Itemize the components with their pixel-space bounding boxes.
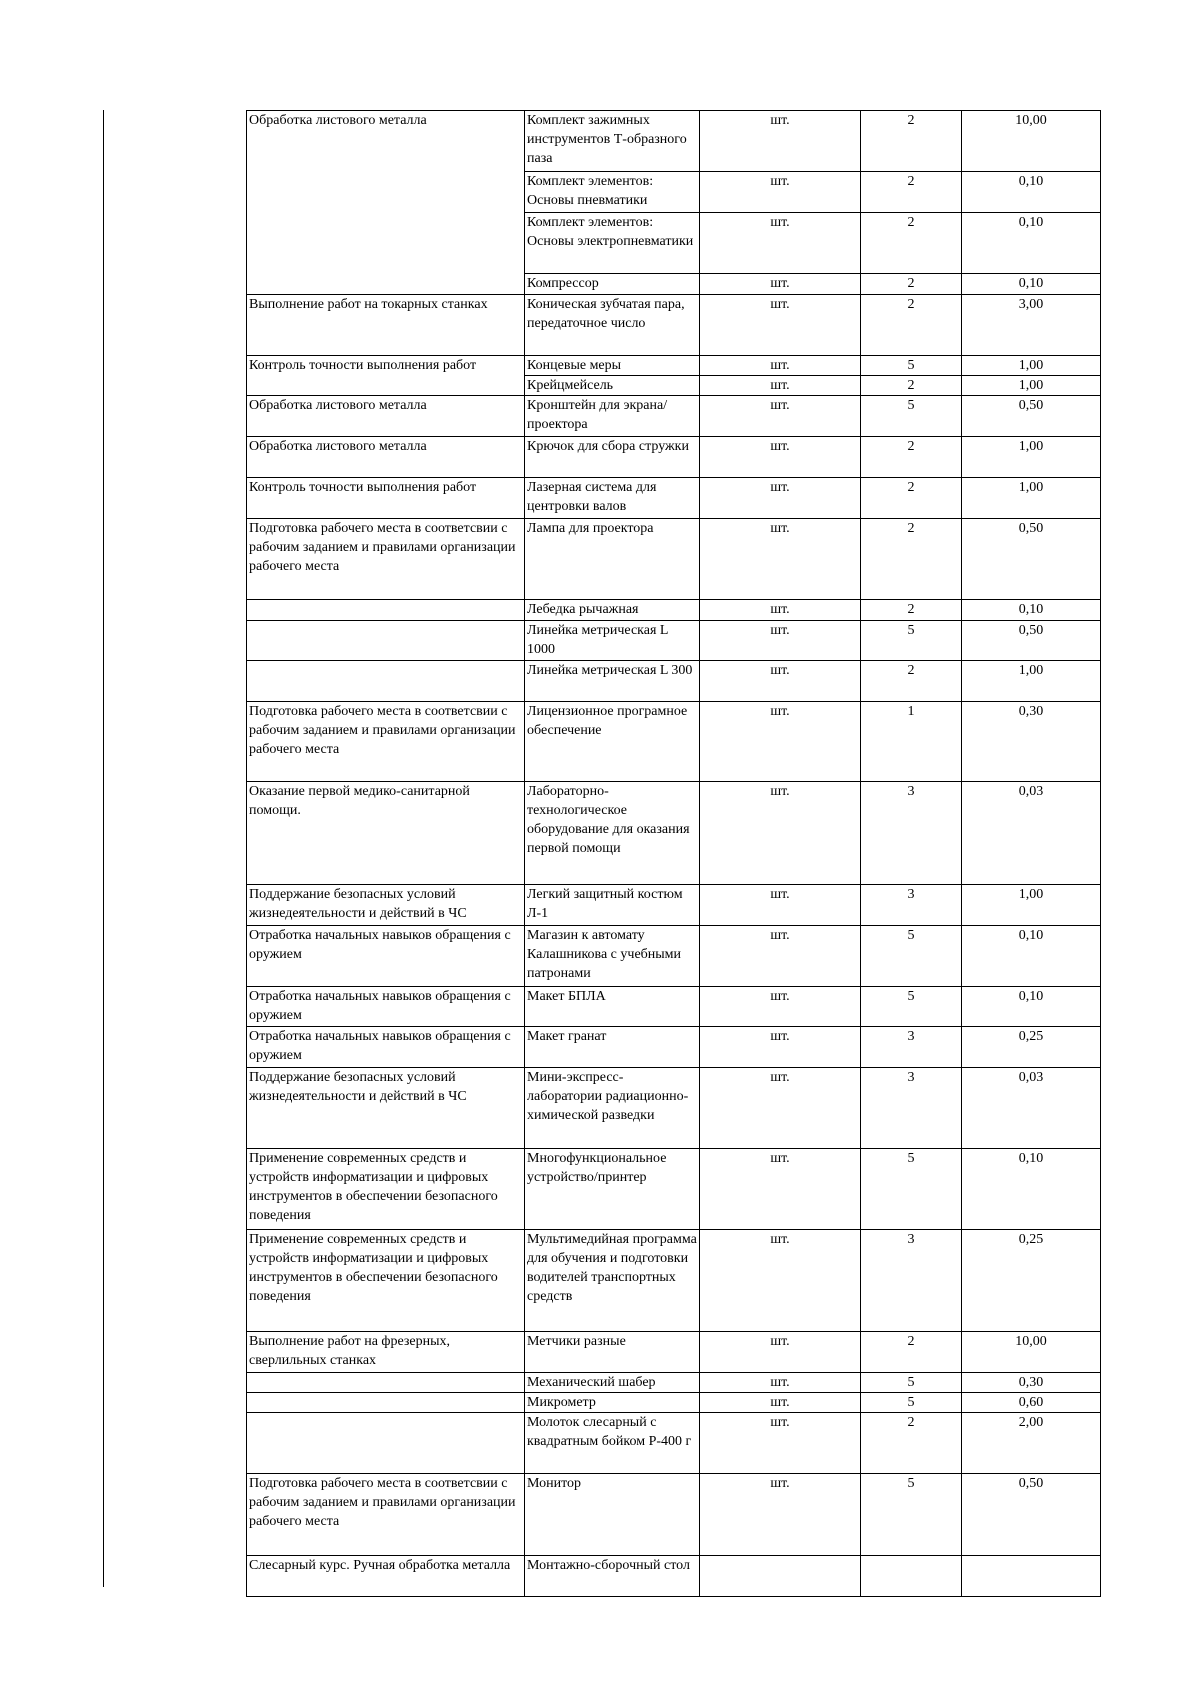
qty-cell: 5 [861,1149,962,1230]
unit-cell: шт. [700,600,861,621]
table-row [247,621,1101,661]
norm-cell: 3,00 [962,295,1101,356]
qty-cell: 2 [861,519,962,600]
activity-cell: Отработка начальных навыков обращения с оружием [247,926,525,987]
item-cell: Монтажно-сборочный стол [525,1556,700,1597]
activity-cell: Выполнение работ на токарных станках [247,295,525,356]
item-cell: Микрометр [525,1393,700,1413]
qty-cell: 2 [861,1413,962,1474]
unit-cell: шт. [700,213,861,274]
item-cell: Легкий защитный костюм Л-1 [525,885,700,926]
item-cell: Механический шабер [525,1373,700,1393]
activity-cell: Отработка начальных навыков обращения с оружием [247,1027,525,1068]
table-row [247,295,1101,356]
norm-cell: 0,50 [962,396,1101,437]
qty-cell: 3 [861,1027,962,1068]
item-cell: Лампа для проектора [525,519,700,600]
item-cell: Метчики разные [525,1332,700,1373]
qty-cell: 3 [861,1068,962,1149]
unit-cell: шт. [700,1332,861,1373]
table-row [247,702,1101,782]
norm-cell: 0,03 [962,1068,1101,1149]
unit-cell: шт. [700,926,861,987]
unit-cell: шт. [700,172,861,213]
unit-cell: шт. [700,478,861,519]
item-cell: Лазерная система для центровки валов [525,478,700,519]
table-row [247,987,1101,1027]
activity-cell [247,600,525,621]
unit-cell: шт. [700,1393,861,1413]
table-row [247,926,1101,987]
activity-cell: Контроль точности выполнения работ [247,478,525,519]
qty-cell: 5 [861,1474,962,1556]
item-cell: Комплект зажимных инструментов Т-образного паза [525,111,700,172]
norm-cell: 0,25 [962,1230,1101,1332]
qty-cell: 3 [861,885,962,926]
item-cell: Коническая зубчатая пара, передаточное число [525,295,700,356]
table-row [247,478,1101,519]
qty-cell: 3 [861,782,962,885]
qty-cell: 2 [861,295,962,356]
table-row [247,1393,1101,1413]
unit-cell: шт. [700,356,861,376]
norm-cell: 10,00 [962,1332,1101,1373]
unit-cell: шт. [700,661,861,702]
item-cell: Компрессор [525,274,700,295]
norm-cell: 0,03 [962,782,1101,885]
activity-cell: Подготовка рабочего места в соответсвии с рабочим заданием и правилами организации рабочего места [247,702,525,782]
norm-cell: 1,00 [962,885,1101,926]
unit-cell: шт. [700,1068,861,1149]
table-row [247,661,1101,702]
norm-cell: 0,10 [962,274,1101,295]
qty-cell: 2 [861,437,962,478]
unit-cell: шт. [700,1027,861,1068]
qty-cell: 3 [861,1230,962,1332]
norm-cell: 0,50 [962,519,1101,600]
table-row [247,600,1101,621]
qty-cell: 2 [861,213,962,274]
activity-cell [247,1393,525,1413]
qty-cell: 2 [861,111,962,172]
unit-cell: шт. [700,1373,861,1393]
unit-cell: шт. [700,1230,861,1332]
item-cell: Комплект элементов: Основы пневматики [525,172,700,213]
item-cell: Мини-экспресс-лаборатории радиационно-химической разведки [525,1068,700,1149]
table-row [247,1149,1101,1230]
norm-cell: 0,10 [962,213,1101,274]
activity-cell [247,661,525,702]
activity-cell [247,621,525,661]
table-row [247,1556,1101,1597]
unit-cell: шт. [700,376,861,396]
table-row [247,519,1101,600]
norm-cell: 2,00 [962,1413,1101,1474]
activity-cell: Выполнение работ на фрезерных, сверлильных станках [247,1332,525,1373]
table-row [247,1027,1101,1068]
qty-cell: 5 [861,1393,962,1413]
qty-cell: 5 [861,356,962,376]
activity-cell: Поддержание безопасных условий жизнедеятельности и действий в ЧС [247,1068,525,1149]
norm-cell: 0,10 [962,172,1101,213]
item-cell: Крейцмейсель [525,376,700,396]
activity-cell: Применение современных средств и устройств информатизации и цифровых инструментов в обеспечении безопасного поведения [247,1149,525,1230]
qty-cell: 2 [861,274,962,295]
qty-cell: 2 [861,661,962,702]
unit-cell: шт. [700,782,861,885]
unit-cell: шт. [700,111,861,172]
unit-cell [700,1556,861,1597]
unit-cell: шт. [700,295,861,356]
norm-cell: 0,50 [962,1474,1101,1556]
qty-cell: 5 [861,1373,962,1393]
unit-cell: шт. [700,885,861,926]
item-cell: Линейка метрическая L 1000 [525,621,700,661]
qty-cell: 2 [861,1332,962,1373]
norm-cell: 0,30 [962,702,1101,782]
activity-cell: Слесарный курс. Ручная обработка металла [247,1556,525,1597]
norm-cell: 1,00 [962,478,1101,519]
left-margin-rule [103,110,104,1587]
activity-cell: Применение современных средств и устройств информатизации и цифровых инструментов в обеспечении безопасного поведения [247,1230,525,1332]
norm-cell: 1,00 [962,356,1101,376]
item-cell: Макет гранат [525,1027,700,1068]
unit-cell: шт. [700,987,861,1027]
activity-cell: Поддержание безопасных условий жизнедеятельности и действий в ЧС [247,885,525,926]
table-row [247,1474,1101,1556]
unit-cell: шт. [700,274,861,295]
table-row [247,1230,1101,1332]
table-row [247,885,1101,926]
activity-cell: Обработка листового металла [247,396,525,437]
item-cell: Многофункциональное устройство/принтер [525,1149,700,1230]
table-row [247,1413,1101,1474]
qty-cell: 2 [861,478,962,519]
activity-cell: Отработка начальных навыков обращения с оружием [247,987,525,1027]
item-cell: Концевые меры [525,356,700,376]
qty-cell: 5 [861,621,962,661]
qty-cell: 2 [861,376,962,396]
table-row [247,1373,1101,1393]
unit-cell: шт. [700,1474,861,1556]
norm-cell: 0,10 [962,926,1101,987]
item-cell: Лицензионное програмное обеспечение [525,702,700,782]
item-cell: Кронштейн для экрана/ проектора [525,396,700,437]
norm-cell: 0,50 [962,621,1101,661]
norm-cell: 0,30 [962,1373,1101,1393]
equipment-table [246,110,1101,1597]
item-cell: Магазин к автомату Калашникова с учебными патронами [525,926,700,987]
qty-cell: 5 [861,396,962,437]
activity-cell [247,1373,525,1393]
unit-cell: шт. [700,519,861,600]
norm-cell: 0,10 [962,1149,1101,1230]
table-row [247,1068,1101,1149]
norm-cell: 0,60 [962,1393,1101,1413]
activity-cell: Контроль точности выполнения работ [247,356,525,396]
table-row [247,1332,1101,1373]
qty-cell [861,1556,962,1597]
norm-cell: 10,00 [962,111,1101,172]
activity-cell: Подготовка рабочего места в соответсвии с рабочим заданием и правилами организации рабочего места [247,519,525,600]
qty-cell: 2 [861,172,962,213]
table-row [247,437,1101,478]
activity-cell: Обработка листового металла [247,111,525,295]
qty-cell: 2 [861,600,962,621]
qty-cell: 5 [861,926,962,987]
qty-cell: 1 [861,702,962,782]
item-cell: Макет БПЛА [525,987,700,1027]
norm-cell: 0,10 [962,600,1101,621]
unit-cell: шт. [700,396,861,437]
activity-cell: Подготовка рабочего места в соответсвии с рабочим заданием и правилами организации рабочего места [247,1474,525,1556]
item-cell: Крючок для сбора стружки [525,437,700,478]
item-cell: Молоток слесарный с квадратным бойком Р-400 г [525,1413,700,1474]
unit-cell: шт. [700,1413,861,1474]
item-cell: Комплект элементов: Основы электропневматики [525,213,700,274]
norm-cell [962,1556,1101,1597]
unit-cell: шт. [700,702,861,782]
item-cell: Линейка метрическая L 300 [525,661,700,702]
norm-cell: 0,25 [962,1027,1101,1068]
table-row [247,396,1101,437]
item-cell: Монитор [525,1474,700,1556]
activity-cell: Оказание первой медико-санитарной помощи. [247,782,525,885]
unit-cell: шт. [700,1149,861,1230]
table-row [247,111,1101,172]
table-row [247,782,1101,885]
unit-cell: шт. [700,621,861,661]
norm-cell: 1,00 [962,376,1101,396]
norm-cell: 1,00 [962,661,1101,702]
activity-cell [247,1413,525,1474]
activity-cell: Обработка листового металла [247,437,525,478]
qty-cell: 5 [861,987,962,1027]
item-cell: Лебедка рычажная [525,600,700,621]
table-row [247,356,1101,376]
norm-cell: 0,10 [962,987,1101,1027]
unit-cell: шт. [700,437,861,478]
item-cell: Лабораторно-технологическое оборудование для оказания первой помощи [525,782,700,885]
item-cell: Мультимедийная программа для обучения и подготовки водителей транспортных средств [525,1230,700,1332]
norm-cell: 1,00 [962,437,1101,478]
